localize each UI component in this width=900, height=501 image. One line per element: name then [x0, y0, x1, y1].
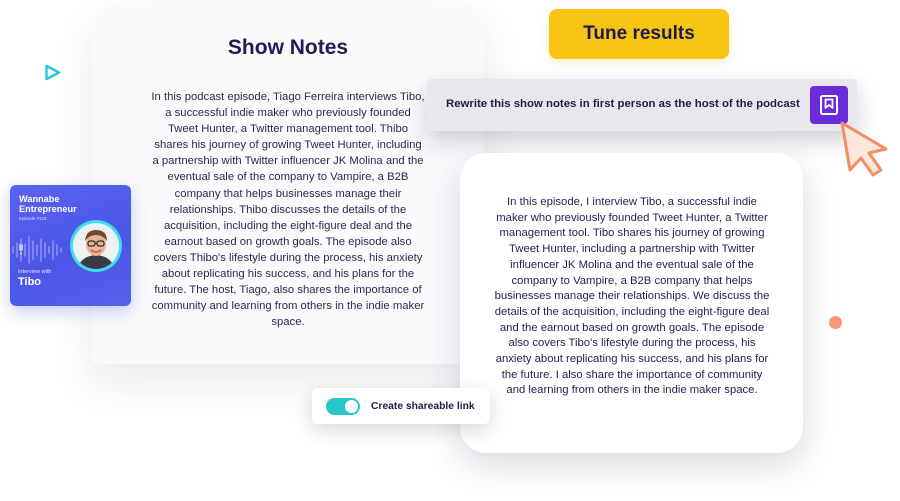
guest-avatar	[70, 220, 122, 272]
show-notes-text: In this podcast episode, Tiago Ferreira interviews Tibo, a successful indie maker who previously founded Tweet Hunter, a Twitter management tool. Thibo shares his journey of growing Tweet Hunter, including a partnership with Twitter influencer JK Molina and the eventual sale of the company to Vampire, a B2B company that helps businesses manage their relationships. Thibo discusses the details of the acquisition, including the eight-figure deal and the earnout based on growth goals. The episode also covers Thibo's lifestyle during the process, his anxiety about replicating his success, and his plans for the future. The host, Tiago, also shares the importance of community and learning from others in the indie maker space.	[151, 91, 425, 329]
shareable-link-label: Create shareable link	[371, 401, 475, 412]
episode-number: Episode #123	[19, 216, 47, 221]
guest-name: Tibo	[18, 276, 42, 288]
rewritten-notes-text: In this episode, I interview Tibo, a successful indie maker who previously founded Tweet Hunter, a Twitter management tool. Tibo shares his journey of growing Tweet Hunter, including a partnership with Twitter influencer JK Molina and the eventual sale of the company to Vampire, a B2B company that helps businesses manage their relationships. We discuss the details of the acquisition, including the eight-figure deal and the earnout based on growth goals. The episode also covers Tibo's lifestyle during the process, his anxiety about replicating his success, and his plans for the future. I also share the importance of community and learning from others in the indie maker space.	[494, 196, 770, 397]
interview-label: Interview with	[18, 269, 52, 275]
bookmark-icon	[819, 94, 839, 116]
play-triangle-icon	[44, 64, 61, 81]
toggle-knob	[345, 400, 358, 413]
show-notes-title: Show Notes	[227, 36, 349, 59]
shareable-link-toggle[interactable]	[326, 398, 360, 415]
cursor-arrow-icon	[836, 118, 896, 180]
decorative-dot	[829, 316, 842, 329]
prompt-text: Rewrite this show notes in first person as the host of the podcast	[446, 98, 800, 110]
podcast-title: Wannabe Entrepreneur	[19, 194, 77, 214]
podcast-cover	[10, 185, 131, 306]
tune-results-button[interactable]: Tune results	[549, 9, 729, 59]
